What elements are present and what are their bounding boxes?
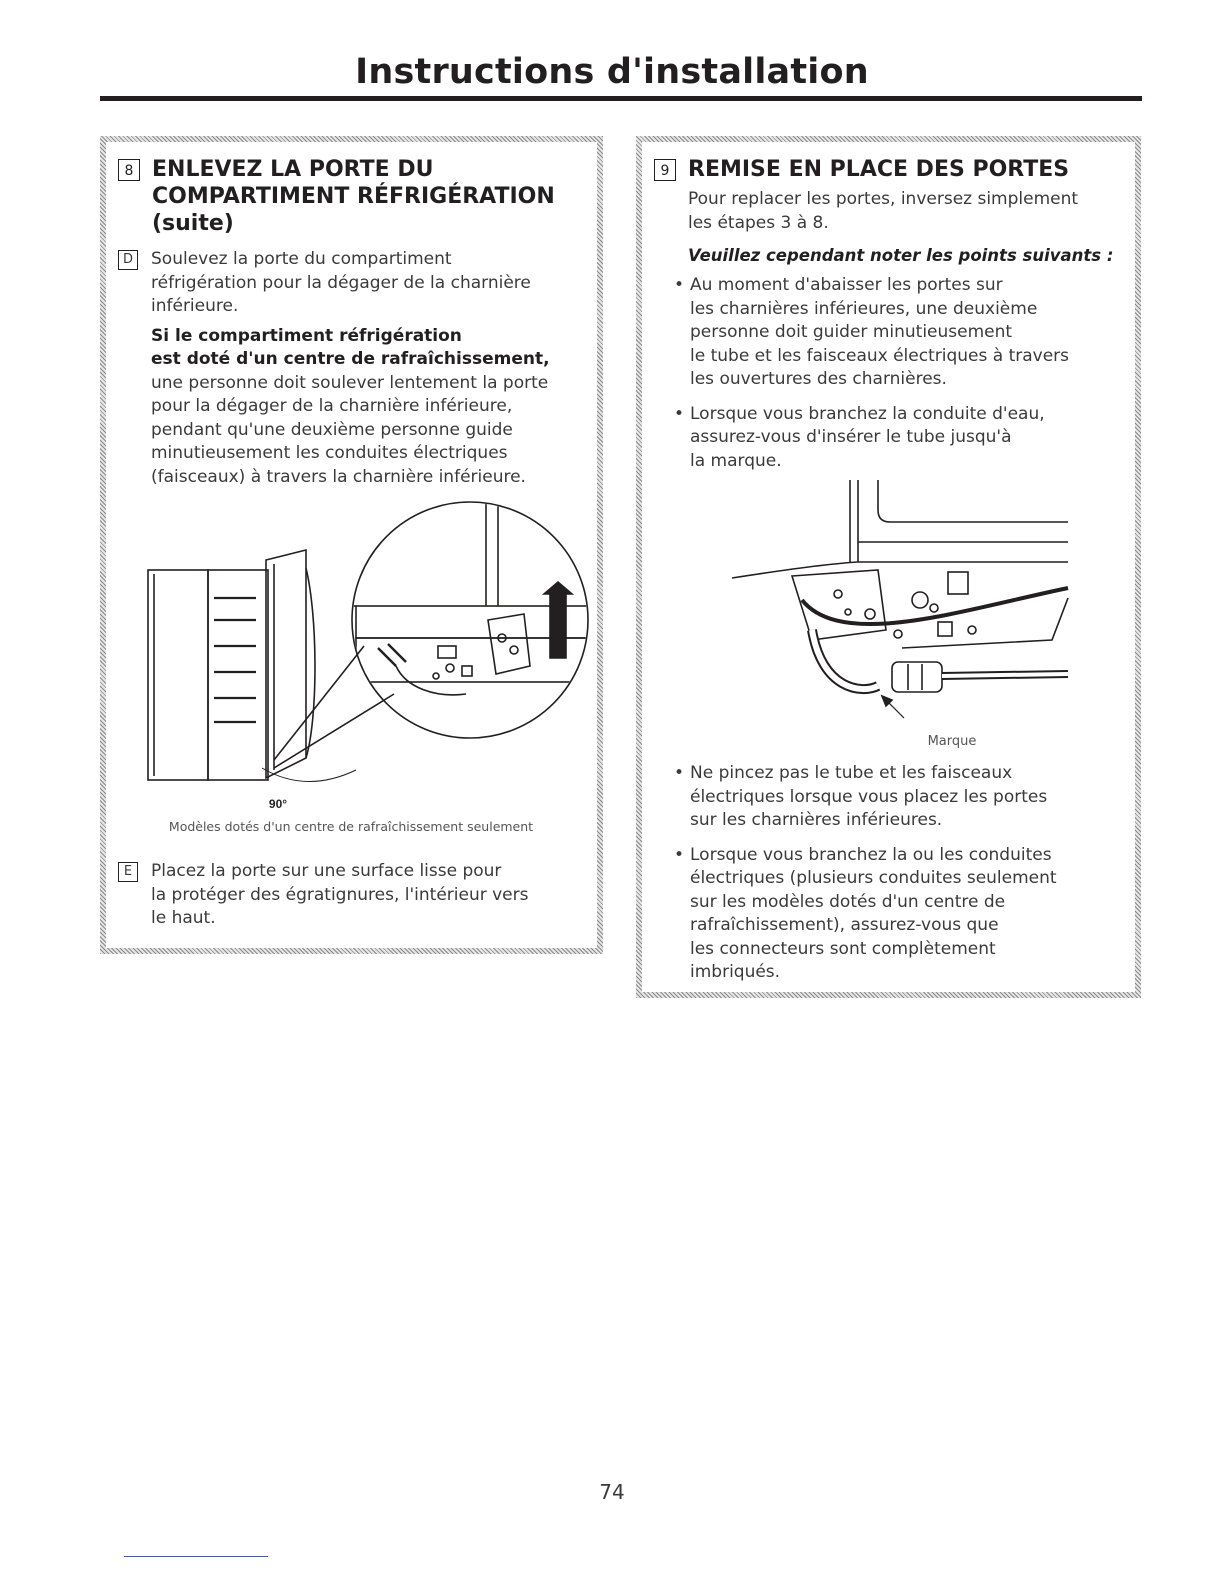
substep-d-line2: pendant qu'une deuxième personne guide bbox=[151, 419, 513, 440]
angle-label: 90° bbox=[268, 797, 288, 811]
substep-d-bold-line: est doté d'un centre de rafraîchissement, bbox=[151, 349, 550, 369]
right-panel bbox=[636, 136, 1141, 998]
intro-line: les étapes 3 à 8. bbox=[688, 212, 829, 233]
marque-label: Marque bbox=[927, 734, 977, 749]
bullets-top bbox=[674, 274, 1114, 484]
substep-d-line: réfrigération pour la dégager de la charnière bbox=[151, 272, 531, 293]
substep-e-line: le haut. bbox=[151, 908, 216, 928]
bullet-item: • Au moment d'abaisser les portes sur les charnières inférieures, une deuxième personne doit guider minutieusement le tube et les faisceaux électriques à travers les ouvertures des charnières. bbox=[674, 274, 1114, 392]
left-panel bbox=[100, 136, 603, 954]
substep-e-line: Placez la porte sur une surface lisse pour bbox=[151, 861, 502, 881]
substep-d-line: inférieure. bbox=[151, 296, 239, 316]
substep-d-letter: D bbox=[118, 250, 138, 270]
step-8-heading-line1: ENLEVEZ LA PORTE DU bbox=[152, 157, 434, 182]
step-9-number: 9 bbox=[654, 159, 676, 181]
title-rule bbox=[100, 96, 1142, 101]
figure-caption: Modèles dotés d'un centre de rafraîchissement seulement bbox=[168, 819, 534, 834]
note-text: Veuillez cependant noter les points suivants : bbox=[688, 246, 1114, 265]
substep-e-letter: E bbox=[118, 862, 138, 882]
bullet-item: • Lorsque vous branchez la conduite d'eau, assurez-vous d'insérer le tube jusqu'à la marque. bbox=[674, 403, 1114, 474]
substep-d-line: Soulevez la porte du compartiment bbox=[151, 249, 452, 269]
substep-e-line: la protéger des égratignures, l'intérieur vers bbox=[151, 884, 529, 905]
substep-d-line2: pour la dégager de la charnière inférieure, bbox=[151, 396, 513, 416]
footer-link-line bbox=[124, 1556, 268, 1557]
bullet-item: • Lorsque vous branchez la ou les conduites électriques (plusieurs conduites seulement sur les modèles dotés d'un centre de rafraîchissement), assurez-vous que les connecteurs sont complètement imbriqués. bbox=[674, 844, 1114, 985]
substep-d-line2: minutieusement les conduites électriques bbox=[151, 443, 508, 463]
left-panel-content bbox=[106, 142, 597, 948]
substep-d-line2: une personne doit soulever lentement la porte bbox=[151, 372, 549, 393]
water-line-illustration bbox=[642, 480, 1132, 750]
bullet-item: • Ne pincez pas le tube et les faisceaux électriques lorsque vous placez les portes sur les charnières inférieures. bbox=[674, 762, 1114, 833]
substep-d-bold-line: Si le compartiment réfrigération bbox=[151, 325, 462, 346]
substep-d-line2: (faisceaux) à travers la charnière inférieure. bbox=[151, 466, 526, 487]
step-9-heading-text: REMISE EN PLACE DES PORTES bbox=[688, 157, 1070, 182]
right-panel-content bbox=[642, 142, 1135, 992]
substep-e-content bbox=[151, 860, 528, 931]
intro-line: Pour replacer les portes, inversez simplement bbox=[688, 189, 1079, 209]
refrigerator-door-illustration bbox=[106, 498, 596, 811]
page-number: 74 bbox=[599, 1480, 625, 1504]
step-8-number: 8 bbox=[118, 159, 140, 181]
substep-d-content bbox=[151, 248, 550, 489]
bullets-bottom bbox=[674, 762, 1114, 996]
step-9-intro bbox=[688, 188, 1128, 235]
page-title: Instructions d'installation bbox=[355, 52, 869, 92]
step-8-heading-line3: (suite) bbox=[152, 211, 234, 236]
step-8-heading-line2: COMPARTIMENT RÉFRIGÉRATION bbox=[152, 184, 555, 209]
